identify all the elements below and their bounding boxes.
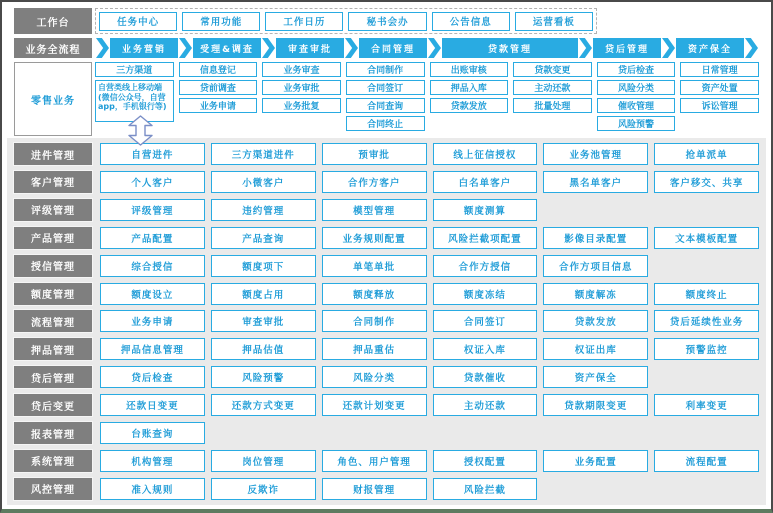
process-stage[interactable] xyxy=(676,38,744,58)
row-category-label: 流程管理 xyxy=(14,310,92,332)
module-box[interactable]: 合同终止 xyxy=(346,116,425,131)
module-matrix-panel xyxy=(7,138,766,505)
module-box[interactable]: 自营进件 xyxy=(100,143,205,165)
module-box[interactable]: 台账查询 xyxy=(100,422,205,444)
module-box[interactable]: 风险分类 xyxy=(597,80,676,95)
matrix-row-grid xyxy=(100,338,759,360)
retail-columns xyxy=(95,62,759,136)
row-category-label: 产品管理 xyxy=(14,227,92,249)
module-box[interactable]: 自营类线上移动端(微信公众号，自营app，手机银行等) xyxy=(95,80,174,122)
module-box[interactable]: 贷款期限变更 xyxy=(543,394,648,416)
process-label: 业务全流程 xyxy=(14,38,92,58)
module-box[interactable]: 违约管理 xyxy=(211,199,316,221)
matrix-row xyxy=(14,199,759,221)
retail-column xyxy=(346,62,425,136)
process-stages xyxy=(95,38,759,58)
matrix-row-grid xyxy=(100,394,759,416)
matrix-row xyxy=(14,227,759,249)
matrix-row-grid xyxy=(100,255,759,277)
matrix-row-grid xyxy=(100,422,759,444)
matrix-row-grid xyxy=(100,171,759,193)
module-box[interactable]: 额度占用 xyxy=(211,283,316,305)
module-box[interactable]: 风险分类 xyxy=(322,366,427,388)
module-box[interactable]: 业务配置 xyxy=(543,450,648,472)
module-box[interactable]: 综合授信 xyxy=(100,255,205,277)
module-box[interactable]: 信息登记 xyxy=(179,62,258,77)
process-row xyxy=(14,38,759,58)
module-box[interactable]: 业务申请 xyxy=(100,310,205,332)
module-box[interactable]: 预警监控 xyxy=(654,338,759,360)
module-box[interactable]: 权证入库 xyxy=(433,338,538,360)
row-category-label: 押品管理 xyxy=(14,338,92,360)
process-stage[interactable] xyxy=(276,38,344,58)
module-box[interactable]: 贷后检查 xyxy=(100,366,205,388)
process-stage[interactable] xyxy=(193,38,261,58)
module-box[interactable]: 合作方授信 xyxy=(433,255,538,277)
matrix-row-grid xyxy=(100,143,759,165)
module-box[interactable]: 白名单客户 xyxy=(433,171,538,193)
module-box[interactable]: 合作方客户 xyxy=(322,171,427,193)
matrix-row-grid xyxy=(100,450,759,472)
module-box[interactable]: 预审批 xyxy=(322,143,427,165)
module-box[interactable]: 产品配置 xyxy=(100,227,205,249)
module-box[interactable]: 授权配置 xyxy=(433,450,538,472)
module-box[interactable]: 合同签订 xyxy=(346,80,425,95)
module-box[interactable]: 业务规则配置 xyxy=(322,227,427,249)
module-box[interactable]: 审查审批 xyxy=(211,310,316,332)
module-box[interactable]: 贷后延续性业务 xyxy=(654,310,759,332)
matrix-row-grid xyxy=(100,283,759,305)
workbench-item[interactable]: 公告信息 xyxy=(432,12,510,31)
module-box[interactable]: 合作方项目信息 xyxy=(543,255,648,277)
matrix-row xyxy=(14,171,759,193)
process-stage[interactable] xyxy=(593,38,661,58)
module-box[interactable]: 日常管理 xyxy=(680,62,759,77)
module-box[interactable]: 贷款发放 xyxy=(430,98,509,113)
row-category-label: 进件管理 xyxy=(14,143,92,165)
module-box[interactable]: 业务池管理 xyxy=(543,143,648,165)
module-box[interactable]: 贷款催收 xyxy=(433,366,538,388)
module-box[interactable]: 岗位管理 xyxy=(211,450,316,472)
module-box[interactable]: 三方渠道进件 xyxy=(211,143,316,165)
matrix-row xyxy=(14,143,759,165)
workbench-item[interactable]: 任务中心 xyxy=(99,12,177,31)
module-box[interactable]: 合同制作 xyxy=(322,310,427,332)
module-box[interactable]: 模型管理 xyxy=(322,199,427,221)
module-box[interactable]: 业务申请 xyxy=(179,98,258,113)
workbench-item[interactable]: 工作日历 xyxy=(265,12,343,31)
process-stage-label: 受理&调查 xyxy=(193,38,261,58)
module-box[interactable]: 权证出库 xyxy=(543,338,648,360)
module-box[interactable]: 贷款变更 xyxy=(513,62,592,77)
module-box[interactable]: 主动还款 xyxy=(513,80,592,95)
matrix-row-grid xyxy=(100,227,759,249)
module-box[interactable]: 合同制作 xyxy=(346,62,425,77)
process-stage[interactable] xyxy=(359,38,427,58)
module-box[interactable]: 角色、用户管理 xyxy=(322,450,427,472)
module-box[interactable]: 额度项下 xyxy=(211,255,316,277)
row-category-label: 报表管理 xyxy=(14,422,92,444)
stage-arrow-icon xyxy=(662,38,675,58)
module-box[interactable]: 业务审批 xyxy=(262,80,341,95)
row-category-label: 额度管理 xyxy=(14,283,92,305)
stage-arrow-icon xyxy=(579,38,592,58)
stage-arrow-icon xyxy=(745,38,758,58)
module-box[interactable]: 押品信息管理 xyxy=(100,338,205,360)
process-stage-label: 贷后管理 xyxy=(593,38,661,58)
module-box[interactable]: 抢单派单 xyxy=(654,143,759,165)
module-box[interactable]: 业务批复 xyxy=(262,98,341,113)
module-box[interactable]: 还款方式变更 xyxy=(211,394,316,416)
workbench-item[interactable]: 秘书会办 xyxy=(348,12,426,31)
module-box[interactable]: 反欺诈 xyxy=(211,478,316,500)
matrix-row xyxy=(14,450,759,472)
retail-row xyxy=(14,62,759,136)
matrix-row-grid xyxy=(100,310,759,332)
module-box[interactable]: 额度解冻 xyxy=(543,283,648,305)
module-box[interactable]: 文本模板配置 xyxy=(654,227,759,249)
retail-column xyxy=(262,62,341,136)
module-box[interactable]: 合同查询 xyxy=(346,98,425,113)
module-box[interactable]: 出账审核 xyxy=(430,62,509,77)
process-stage[interactable] xyxy=(442,38,578,58)
module-box[interactable]: 诉讼管理 xyxy=(680,98,759,113)
module-box[interactable]: 押品估值 xyxy=(211,338,316,360)
retail-label: 零售业务 xyxy=(14,62,92,136)
row-category-label: 系统管理 xyxy=(14,450,92,472)
module-box[interactable]: 客户移交、共享 xyxy=(654,171,759,193)
module-box[interactable]: 还款计划变更 xyxy=(322,394,427,416)
module-box[interactable]: 评级管理 xyxy=(100,199,205,221)
workbench-label: 工作台 xyxy=(14,8,92,34)
row-category-label: 风控管理 xyxy=(14,478,92,500)
module-box[interactable]: 资产处置 xyxy=(680,80,759,95)
matrix-row xyxy=(14,478,759,500)
module-box[interactable]: 额度终止 xyxy=(654,283,759,305)
process-stage-label: 合同管理 xyxy=(359,38,427,58)
module-box[interactable]: 产品查询 xyxy=(211,227,316,249)
module-box[interactable]: 主动还款 xyxy=(433,394,538,416)
module-box[interactable]: 单笔单批 xyxy=(322,255,427,277)
matrix-row-grid xyxy=(100,478,759,500)
matrix-row xyxy=(14,394,759,416)
matrix-row-grid xyxy=(100,199,759,221)
module-box[interactable]: 批量处理 xyxy=(513,98,592,113)
row-category-label: 贷后管理 xyxy=(14,366,92,388)
process-stage-label: 业务营销 xyxy=(110,38,178,58)
module-box[interactable]: 利率变更 xyxy=(654,394,759,416)
module-box[interactable]: 影像目录配置 xyxy=(543,227,648,249)
module-box[interactable]: 风险拦截项配置 xyxy=(433,227,538,249)
module-box[interactable]: 业务审查 xyxy=(262,62,341,77)
module-box[interactable]: 还款日变更 xyxy=(100,394,205,416)
matrix-row xyxy=(14,255,759,277)
module-box[interactable]: 风险拦截 xyxy=(433,478,538,500)
workbench-item[interactable]: 运营看板 xyxy=(515,12,593,31)
module-box[interactable]: 机构管理 xyxy=(100,450,205,472)
module-box[interactable]: 小微客户 xyxy=(211,171,316,193)
module-box[interactable]: 贷款发放 xyxy=(543,310,648,332)
module-box[interactable]: 额度冻结 xyxy=(433,283,538,305)
module-box[interactable]: 流程配置 xyxy=(654,450,759,472)
stage-arrow-icon xyxy=(179,38,192,58)
stage-arrow-icon xyxy=(428,38,441,58)
retail-column xyxy=(513,62,592,136)
matrix-row xyxy=(14,422,759,444)
stage-arrow-icon xyxy=(345,38,358,58)
stage-arrow-icon xyxy=(262,38,275,58)
process-stage-label: 审查审批 xyxy=(276,38,344,58)
module-box[interactable]: 合同签订 xyxy=(433,310,538,332)
module-box[interactable]: 催收管理 xyxy=(597,98,676,113)
row-category-label: 评级管理 xyxy=(14,199,92,221)
process-stage-label: 资产保全 xyxy=(676,38,744,58)
workbench-group xyxy=(95,8,597,34)
module-box[interactable]: 额度释放 xyxy=(322,283,427,305)
stage-arrow-icon xyxy=(96,38,109,58)
matrix-row-grid xyxy=(100,366,759,388)
retail-column xyxy=(597,62,676,136)
row-category-label: 授信管理 xyxy=(14,255,92,277)
module-box[interactable]: 风险预警 xyxy=(211,366,316,388)
row-category-label: 客户管理 xyxy=(14,171,92,193)
matrix-row xyxy=(14,310,759,332)
workbench-item[interactable]: 常用功能 xyxy=(182,12,260,31)
module-box[interactable]: 押品重估 xyxy=(322,338,427,360)
module-box[interactable]: 线上征信授权 xyxy=(433,143,538,165)
matrix-row xyxy=(14,338,759,360)
module-box[interactable]: 贷后检查 xyxy=(597,62,676,77)
module-box[interactable]: 财报管理 xyxy=(322,478,427,500)
retail-column xyxy=(430,62,509,136)
process-stage-label: 贷款管理 xyxy=(442,38,578,58)
module-box[interactable]: 个人客户 xyxy=(100,171,205,193)
process-stage[interactable] xyxy=(110,38,178,58)
row-category-label: 贷后变更 xyxy=(14,394,92,416)
retail-column xyxy=(680,62,759,136)
matrix-row xyxy=(14,283,759,305)
module-box[interactable]: 准入规则 xyxy=(100,478,205,500)
flow-connector-icon xyxy=(127,115,154,146)
module-box[interactable]: 风险预警 xyxy=(597,116,676,131)
module-box[interactable]: 押品入库 xyxy=(430,80,509,95)
module-box[interactable]: 三方渠道 xyxy=(95,62,174,77)
module-box[interactable]: 贷前调查 xyxy=(179,80,258,95)
retail-column xyxy=(179,62,258,136)
module-box[interactable]: 资产保全 xyxy=(543,366,648,388)
module-box[interactable]: 额度设立 xyxy=(100,283,205,305)
module-box[interactable]: 额度测算 xyxy=(433,199,538,221)
module-box[interactable]: 黑名单客户 xyxy=(543,171,648,193)
matrix-row xyxy=(14,366,759,388)
workbench-row xyxy=(14,8,759,34)
